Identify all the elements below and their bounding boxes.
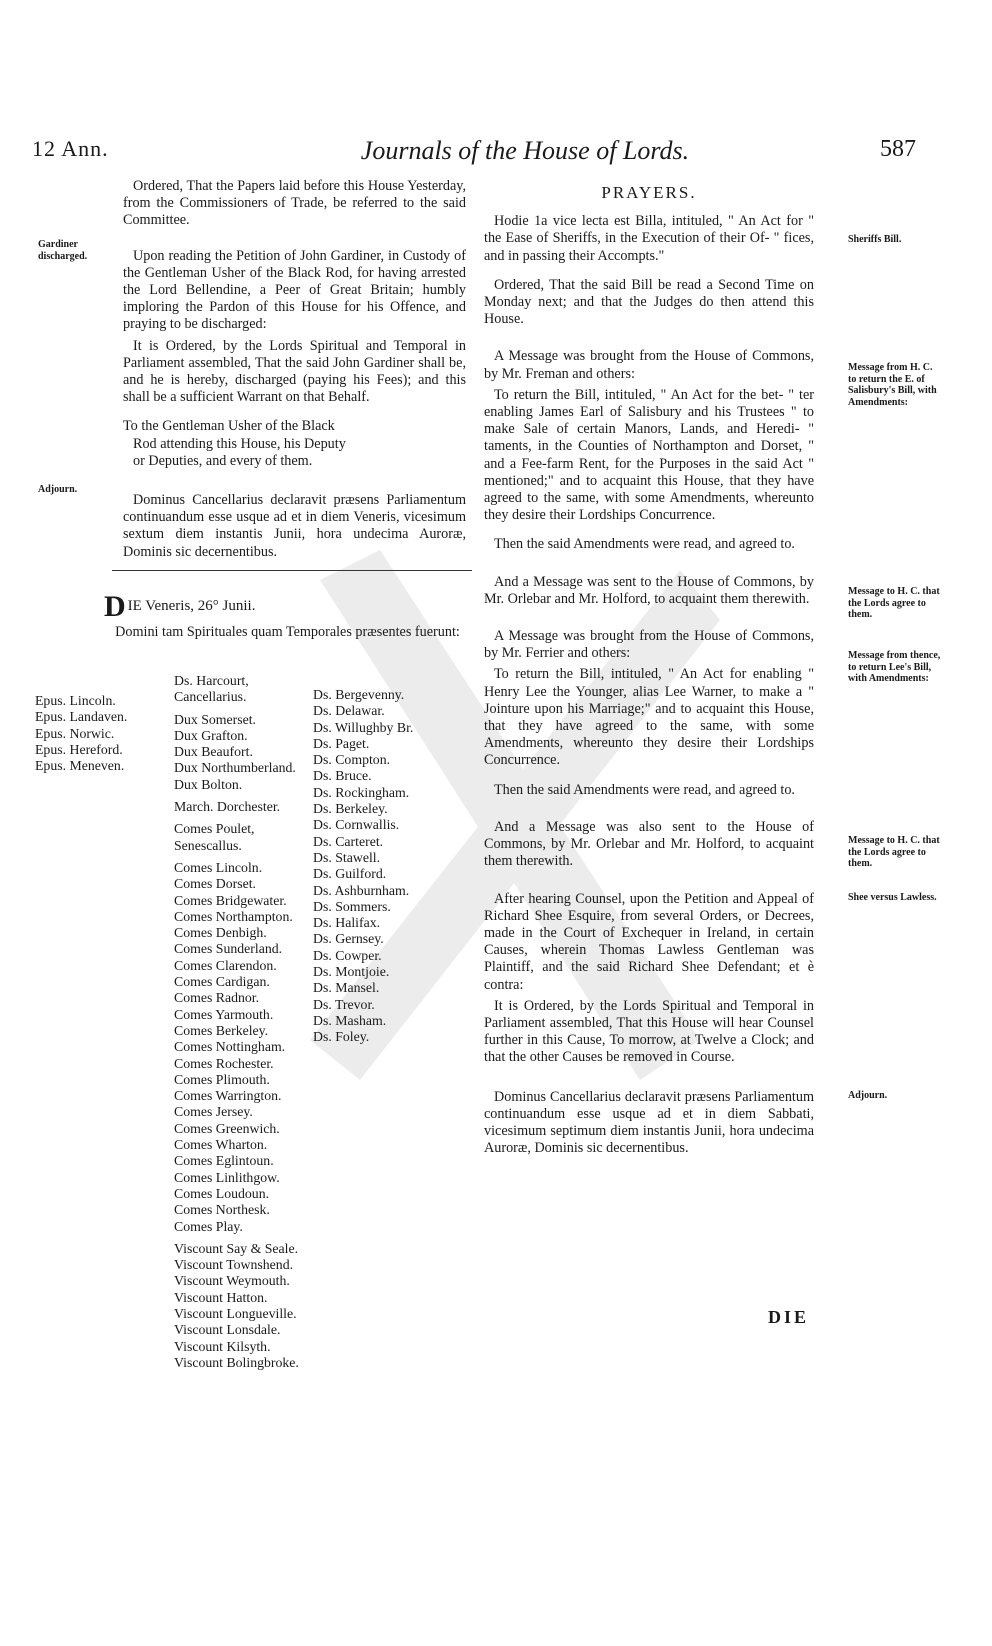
list-item: Viscount Weymouth. bbox=[174, 1273, 290, 1289]
list-item: Viscount Say & Seale. bbox=[174, 1240, 299, 1256]
list-item: Comes Cardigan. bbox=[174, 974, 270, 990]
margin-note-lee-bill: Message from thence, to return Lee's Bill, with Amendments: bbox=[848, 650, 941, 684]
list-item: Epus. Landaven. bbox=[35, 709, 128, 725]
list-item: Epus. Lincoln. bbox=[35, 693, 116, 708]
list-item: Ds. Foley. bbox=[313, 1029, 370, 1045]
list-item: Dux Bolton. bbox=[174, 776, 243, 792]
list-item: Ds. Halifax. bbox=[313, 915, 381, 931]
paragraph-sheriffs-bill: Hodie 1a vice lecta est Billa, intituled, " An Act for " the Ease of Sheriffs, in the Execution of their Of- " fices, and in passing their Accompts." bbox=[484, 213, 814, 264]
list-item: Comes Sunderland. bbox=[174, 941, 283, 957]
warrant-address bbox=[123, 418, 466, 470]
list-item: Dux Northumberland. bbox=[174, 760, 296, 776]
margin-note-lords-agree-1: Message to H. C. that the Lords agree to them. bbox=[848, 586, 940, 620]
list-item: Comes Jersey. bbox=[174, 1104, 253, 1120]
list-item: Ds. Trevor. bbox=[313, 996, 375, 1012]
list-item: Comes Warrington. bbox=[174, 1088, 282, 1104]
margin-note-sheriffs-bill: Sheriffs Bill. bbox=[848, 234, 902, 245]
paragraph-adjournment-right: Dominus Cancellarius declaravit præsens Parliamentum continuandum esse usque ad et in diem Sabbati, vicesimum septimum diem instantis Junii, hora undecima Auroræ, Dominis sic decernentibus. bbox=[484, 1088, 814, 1157]
list-item: Ds. Carteret. bbox=[313, 833, 384, 849]
paragraph-message-ferrier: A Message was brought from the House of Commons, by Mr. Ferrier and others: bbox=[484, 628, 814, 662]
list-barons bbox=[313, 687, 413, 1046]
list-item: Ds. Ashburnham. bbox=[313, 882, 410, 898]
list-item: Ds. Delawar. bbox=[313, 703, 385, 719]
running-head-title: Journals of the House of Lords. bbox=[360, 136, 690, 165]
list-item: Ds. Compton. bbox=[313, 752, 391, 768]
section-rule bbox=[112, 570, 472, 571]
list-item: Comes Eglintoun. bbox=[174, 1153, 274, 1169]
list-item: Viscount Townshend. bbox=[174, 1257, 294, 1273]
list-item: Dux Somerset. bbox=[174, 711, 257, 727]
list-item: Dux Beaufort. bbox=[174, 744, 253, 760]
list-item: Epus. Norwic. bbox=[35, 725, 115, 741]
paragraph-second-reading: Ordered, That the said Bill be read a Second Time on Monday next; and that the Judges do then attend this House. bbox=[484, 276, 814, 328]
list-item: Viscount Kilsyth. bbox=[174, 1338, 271, 1354]
paragraph-message-freman: A Message was brought from the House of Commons, by Mr. Freman and others: bbox=[484, 348, 814, 382]
list-item: Ds. Masham. bbox=[313, 1012, 387, 1028]
paragraph-adjournment: Dominus Cancellarius declaravit præsens Parliamentum continuandum esse usque ad et in diem Veneris, vicesimum sextum diem instantis Junii, hora undecima Auroræ, Dominis sic decernentibus. bbox=[123, 492, 466, 560]
address-line: or Deputies, and every of them. bbox=[133, 452, 313, 469]
list-item: Comes Lincoln. bbox=[174, 859, 263, 875]
margin-note-lords-agree-2: Message to H. C. that the Lords agree to them. bbox=[848, 835, 940, 869]
left-column bbox=[123, 178, 466, 573]
day-heading-text: IE Veneris, 26° Junii. bbox=[127, 598, 256, 614]
paragraph-amendments-agreed-1: Then the said Amendments were read, and agreed to. bbox=[494, 536, 795, 553]
list-item: Comes Yarmouth. bbox=[174, 1006, 274, 1022]
list-item: Comes Clarendon. bbox=[174, 957, 277, 973]
margin-note-adjourn-right: Adjourn. bbox=[848, 1090, 888, 1101]
list-item: Comes Northesk. bbox=[174, 1202, 270, 1218]
margin-note-shee-lawless: Shee versus Lawless. bbox=[848, 892, 937, 903]
attendance-heading: Domini tam Spirituales quam Temporales præsentes fuerunt: bbox=[115, 624, 460, 640]
paragraph-shee-appeal: After hearing Counsel, upon the Petition and Appeal of Richard Shee Esquire, from several Orders, or Decrees, made in the Court of Exchequer in Ireland, in certain Causes, wherein Thomas Lawless Gentleman was Plaintiff, and the said Richard Shee Defendant; et è contra: bbox=[484, 890, 814, 993]
list-item: Comes Plimouth. bbox=[174, 1071, 270, 1087]
list-bishops bbox=[35, 693, 127, 774]
margin-note-adjourn-left: Adjourn. bbox=[38, 484, 78, 495]
page-number: 587 bbox=[880, 136, 916, 162]
paragraph-message-sent-2: And a Message was also sent to the House of Commons, by Mr. Orlebar and Mr. Holford, to acquaint them therewith. bbox=[484, 818, 814, 870]
paragraph-message-sent-1: And a Message was sent to the House of Commons, by Mr. Orlebar and Mr. Holford, to acquaint them therewith. bbox=[484, 573, 814, 607]
paragraph-ordered-papers: Ordered, That the Papers laid before this House Yesterday, from the Commissioners of Trade, be referred to the said Committee. bbox=[123, 178, 466, 229]
list-dukes-earls bbox=[174, 673, 299, 1371]
drop-cap: D bbox=[104, 590, 126, 623]
list-item: Ds. Harcourt, Cancellarius. bbox=[174, 673, 249, 705]
address-line: Rod attending this House, his Deputy bbox=[133, 435, 346, 452]
list-item: Comes Greenwich. bbox=[174, 1120, 280, 1136]
list-item: Comes Northampton. bbox=[174, 908, 293, 924]
list-item: March. Dorchester. bbox=[174, 799, 281, 815]
right-column bbox=[484, 178, 814, 1169]
margin-note-gardiner: Gardiner discharged. bbox=[38, 239, 88, 262]
list-item: Ds. Cowper. bbox=[313, 947, 382, 963]
list-item: Viscount Lonsdale. bbox=[174, 1322, 281, 1338]
margin-note-salisbury: Message from H. C. to return the E. of Salisbury's Bill, with Amendments: bbox=[848, 362, 937, 408]
list-item: Ds. Cornwallis. bbox=[313, 817, 400, 833]
list-item: Comes Play. bbox=[174, 1218, 243, 1234]
list-item: Ds. Rockingham. bbox=[313, 784, 410, 800]
list-item: Comes Loudoun. bbox=[174, 1185, 270, 1201]
list-item: Comes Berkeley. bbox=[174, 1022, 269, 1038]
list-item: Comes Denbigh. bbox=[174, 925, 267, 941]
list-item: Dux Grafton. bbox=[174, 727, 248, 743]
list-item: Comes Wharton. bbox=[174, 1137, 268, 1153]
paragraph-gardiner-petition: Upon reading the Petition of John Gardiner, in Custody of the Gentleman Usher of the Black Rod, for having arrested the Lord Bellendine, a Peer of Great Britain; humbly imploring the Pardon of this House for his Offence, and praying to be discharged: bbox=[123, 247, 466, 333]
list-item: Ds. Berkeley. bbox=[313, 801, 388, 817]
paragraph-lee-bill: To return the Bill, intituled, " An Act for enabling " Henry Lee the Younger, alias Lee Warner, to make a " Jointure upon his Marriage;" and to acquaint this House, that they have agreed to the same, with some Amendments, whereunto they desire their Lordships Concurrence. bbox=[484, 666, 814, 769]
list-item: Viscount Hatton. bbox=[174, 1289, 268, 1305]
catchword: DIE bbox=[768, 1307, 810, 1327]
list-item: Ds. Paget. bbox=[313, 735, 370, 751]
paragraph-gardiner-order: It is Ordered, by the Lords Spiritual and Temporal in Parliament assembled, That the said John Gardiner shall be, and he is hereby, discharged (paying his Fees); and this shall be a sufficient Warrant on that Behalf. bbox=[123, 337, 466, 406]
list-item: Ds. Bruce. bbox=[313, 768, 372, 784]
paragraph-hear-counsel: It is Ordered, by the Lords Spiritual and Temporal in Parliament assembled, That this House will hear Counsel further in this Cause, To morrow, at Twelve a Clock; and that the other Causes be removed in Course. bbox=[484, 997, 814, 1066]
list-item: Ds. Mansel. bbox=[313, 980, 380, 996]
list-item: Comes Bridgewater. bbox=[174, 892, 287, 908]
list-item: Ds. Willughby Br. bbox=[313, 719, 414, 735]
list-item: Comes Rochester. bbox=[174, 1055, 274, 1071]
paragraph-salisbury-bill: To return the Bill, intituled, " An Act for the bet- " ter enabling James Earl of Salisbury and his Trustees " to make Sale of certain Manors, Lands, and Heredi- " taments, in the Counties of Northampton and Dorset, " and a Fee-farm Rent, for the Purposes in the said Act " mentioned;" and to acquaint this House, that they have agreed to the same, with some Amendments, whereunto they desire their Lordships Concurrence. bbox=[484, 386, 814, 524]
list-item: Ds. Gernsey. bbox=[313, 931, 384, 947]
list-item: Ds. Montjoie. bbox=[313, 964, 390, 980]
list-item: Comes Nottingham. bbox=[174, 1039, 286, 1055]
list-item: Epus. Hereford. bbox=[35, 741, 123, 757]
list-item: Comes Poulet, Senescallus. bbox=[174, 821, 255, 853]
list-item: Viscount Longueville. bbox=[174, 1305, 297, 1321]
list-item: Epus. Meneven. bbox=[35, 758, 125, 774]
list-item: Ds. Guilford. bbox=[313, 866, 387, 882]
prayers-heading: PRAYERS. bbox=[601, 183, 697, 202]
paragraph-amendments-agreed-2: Then the said Amendments were read, and agreed to. bbox=[494, 781, 795, 798]
address-line: To the Gentleman Usher of the Black bbox=[123, 418, 335, 435]
list-item: Comes Linlithgow. bbox=[174, 1169, 280, 1185]
list-item: Comes Radnor. bbox=[174, 990, 260, 1006]
running-head-left: 12 Ann. bbox=[32, 136, 109, 161]
list-item: Ds. Sommers. bbox=[313, 898, 391, 914]
list-item: Ds. Stawell. bbox=[313, 849, 381, 865]
day-heading bbox=[104, 590, 255, 624]
list-item: Viscount Bolingbroke. bbox=[174, 1354, 299, 1370]
list-item: Ds. Bergevenny. bbox=[313, 687, 405, 702]
list-item: Comes Dorset. bbox=[174, 876, 257, 892]
